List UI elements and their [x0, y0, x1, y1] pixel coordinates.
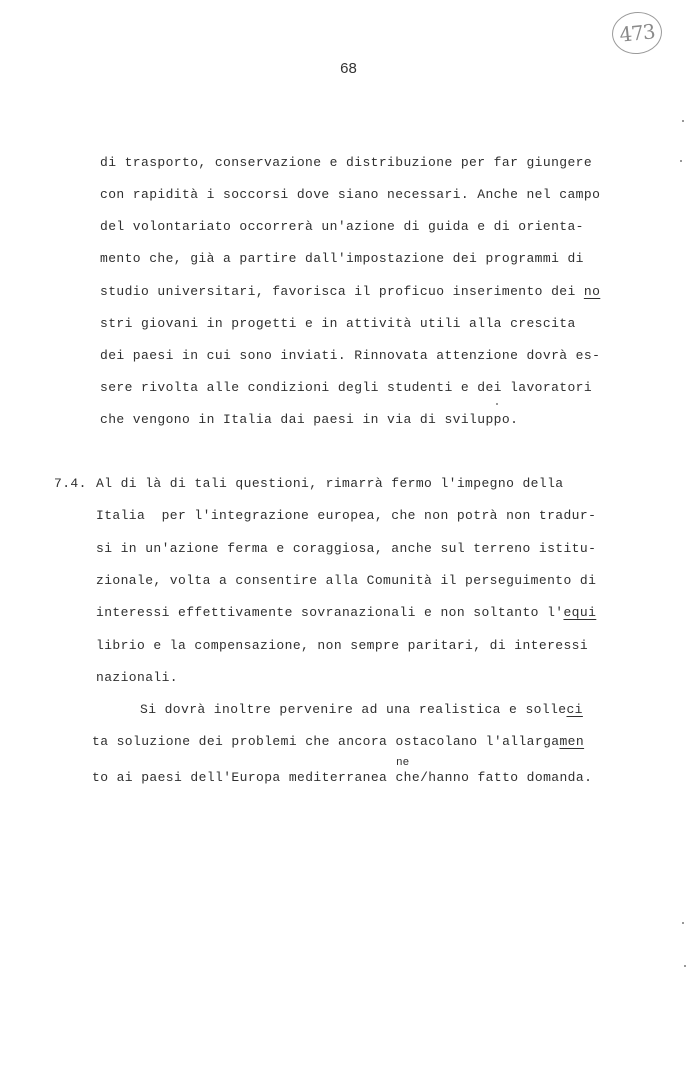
- p2-line-5: [96, 605, 596, 620]
- scan-speck: [684, 965, 686, 967]
- p2-line-5-text: interessi effettivamente sovranazionali e non soltanto l': [96, 605, 564, 620]
- p1-line-1: di trasporto, conservazione e distribuzione per far giungere: [100, 155, 593, 170]
- p3-line-2-text: ta soluzione dei problemi che ancora ostacolano l'allarga: [92, 734, 560, 749]
- p1-line-4: mento che, già a partire dall'impostazione dei programmi di: [100, 251, 584, 266]
- scan-speck: [682, 120, 684, 122]
- p2-line-1: Al di là di tali questioni, rimarrà fermo l'impegno della: [96, 476, 564, 491]
- p3-line-3-text-b: /hanno fatto domanda.: [420, 770, 593, 785]
- page-number: 68: [340, 60, 357, 77]
- p2-line-7: nazionali.: [96, 670, 179, 685]
- scan-speck: [496, 403, 498, 405]
- scan-speck: [680, 160, 682, 162]
- p1-line-8: sere rivolta alle condizioni degli studenti e dei lavoratori: [100, 380, 593, 395]
- p2-line-5-underlined: equi: [563, 605, 597, 620]
- p3-line-1: [140, 702, 583, 717]
- p3-line-2-underlined: men: [559, 734, 585, 749]
- p3-line-1-underlined: ci: [566, 702, 583, 717]
- p1-line-2: con rapidità i soccorsi dove siano necessari. Anche nel campo: [100, 187, 601, 202]
- p2-line-3: si in un'azione ferma e coraggiosa, anche sul terreno istitu-: [96, 541, 597, 556]
- p1-line-3: del volontariato occorrerà un'azione di guida e di orienta-: [100, 219, 584, 234]
- p1-line-6: stri giovani in progetti e in attività utili alla crescita: [100, 316, 576, 331]
- handwritten-insert: ne: [396, 757, 410, 769]
- p3-line-3-text-a: to ai paesi dell'Europa mediterranea che: [92, 770, 421, 785]
- p1-line-7: dei paesi in cui sono inviati. Rinnovata attenzione dovrà es-: [100, 348, 601, 363]
- archive-stamp-number: 473: [618, 19, 656, 47]
- p2-line-2: Italia per l'integrazione europea, che non potrà non tradur-: [96, 508, 597, 523]
- p1-line-5: [100, 284, 600, 299]
- section-number: 7.4.: [54, 476, 87, 491]
- p3-line-2: [92, 734, 584, 749]
- p1-line-5-text: studio universitari, favorisca il proficuo inserimento dei: [100, 284, 584, 299]
- p2-line-4: zionale, volta a consentire alla Comunità il perseguimento di: [96, 573, 597, 588]
- archive-stamp: [610, 10, 664, 57]
- p3-line-3: [92, 770, 592, 785]
- p2-line-6: librio e la compensazione, non sempre paritari, di interessi: [96, 638, 589, 653]
- p3-line-1-text: Si dovrà inoltre pervenire ad una realistica e solle: [140, 702, 567, 717]
- p1-line-9: che vengono in Italia dai paesi in via di sviluppo.: [100, 412, 519, 427]
- p1-line-5-underlined: no: [583, 284, 601, 299]
- scan-speck: [682, 922, 684, 924]
